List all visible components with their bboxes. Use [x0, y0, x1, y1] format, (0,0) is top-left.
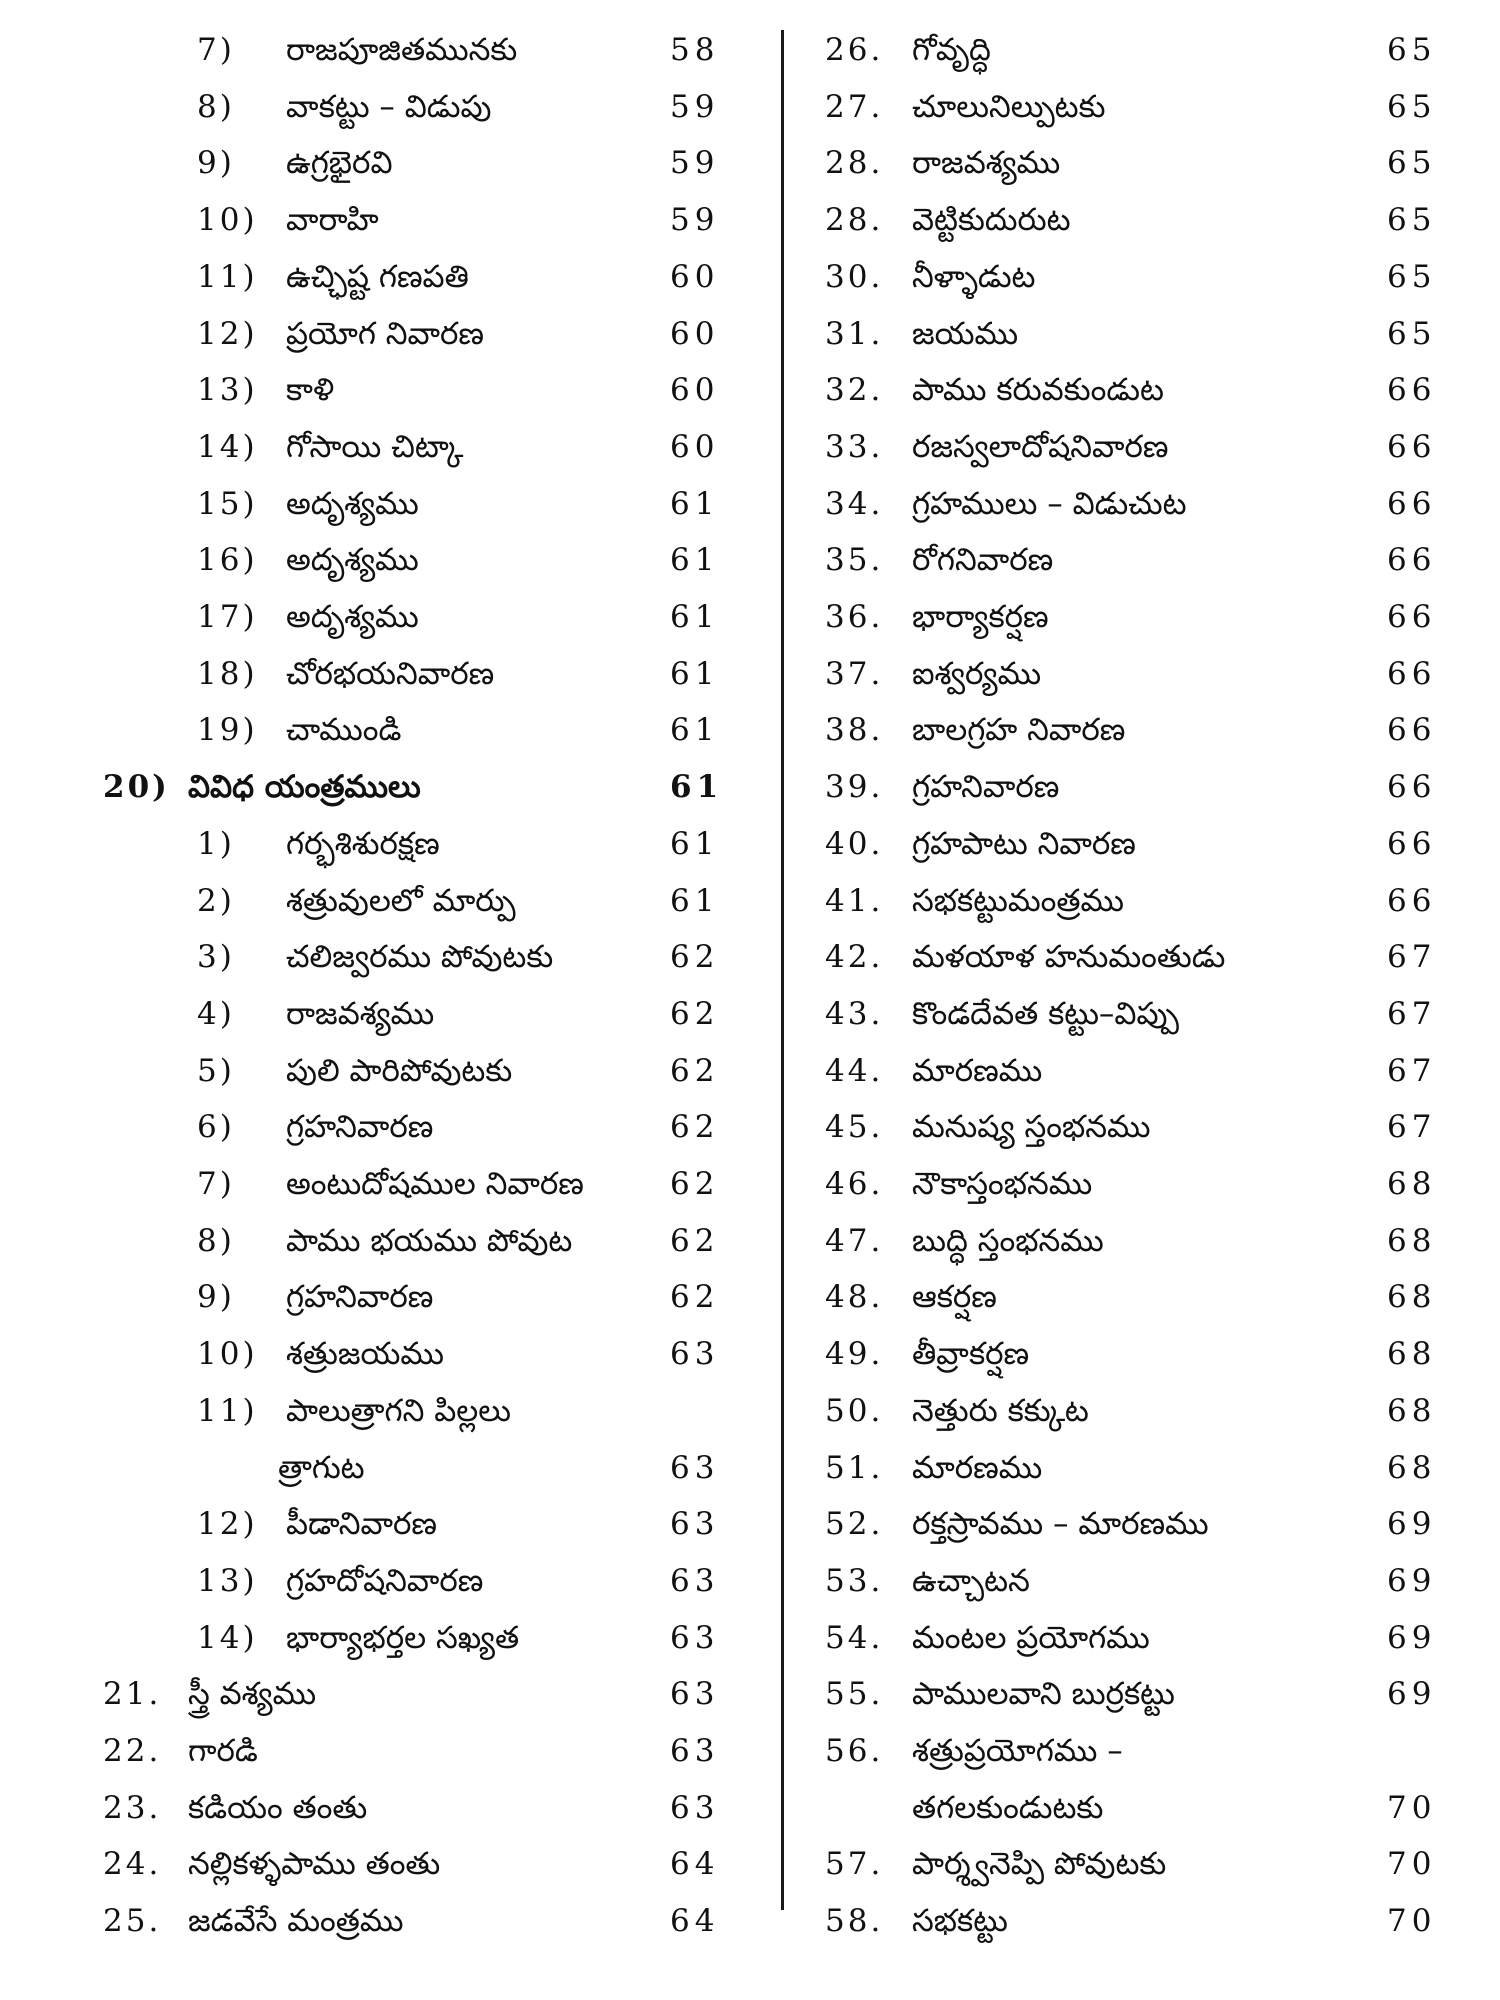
toc-entry-number: 48.	[825, 1279, 884, 1316]
toc-entry-number: 19)	[197, 712, 258, 749]
toc-entry-page: 61	[670, 542, 720, 579]
toc-entry-number: 38.	[825, 712, 884, 749]
toc-entry-number: 20)	[103, 769, 170, 806]
toc-entry	[790, 1780, 1500, 1836]
toc-entry-number: 8)	[197, 1222, 235, 1259]
toc-entry	[0, 306, 780, 362]
toc-entry-number: 30.	[825, 258, 884, 295]
toc-entry	[0, 79, 780, 135]
toc-entry	[0, 1666, 780, 1722]
toc-entry	[0, 702, 780, 758]
toc-entry-title: పాములవాని బుర్రకట్టు	[912, 1676, 1175, 1713]
toc-entry-number: 46.	[825, 1166, 884, 1202]
toc-entry-page: 62	[670, 1279, 720, 1316]
toc-entry	[790, 873, 1500, 929]
toc-entry-page: 63	[670, 1619, 720, 1656]
toc-entry-page: 70	[1387, 1789, 1437, 1826]
toc-entry-title: పాము భయము పోవుట	[286, 1222, 573, 1259]
toc-entry-page: 59	[670, 145, 720, 182]
toc-entry-page: 66	[1387, 372, 1437, 409]
toc-entry-page: 67	[1387, 1052, 1437, 1089]
toc-entry	[790, 759, 1500, 815]
toc-entry-title: గ్రహనివారణ	[912, 769, 1060, 806]
toc-entry-number: 32.	[825, 372, 884, 409]
toc-entry-page: 66	[1387, 712, 1437, 749]
toc-entry-title: ఉచ్ఛిష్ట గణపతి	[286, 258, 469, 295]
toc-entry-title: జయము	[912, 315, 1019, 352]
toc-entry-title: రోగనివారణ	[912, 542, 1054, 579]
toc-entry-page: 61	[670, 485, 720, 522]
toc-entry-title: జడవేసే మంత్రము	[188, 1903, 404, 1940]
toc-entry-title: చూలునిల్పుటకు	[912, 88, 1106, 125]
toc-entry-number: 56.	[825, 1733, 884, 1769]
toc-entry-number: 23.	[103, 1789, 162, 1826]
toc-entry	[790, 192, 1500, 248]
toc-entry-number: 27.	[825, 88, 884, 125]
toc-entry-number: 26.	[825, 32, 884, 68]
toc-entry-title: రజస్వలాదోషనివారణ	[912, 428, 1169, 465]
toc-entry-number: 34.	[825, 485, 884, 522]
toc-entry	[0, 192, 780, 248]
toc-entry	[790, 362, 1500, 418]
toc-entry-title: అంటుదోషముల నివారణ	[286, 1166, 584, 1202]
toc-entry	[0, 1099, 780, 1155]
toc-entry-title: బుద్ధి స్తంభనము	[912, 1222, 1104, 1259]
toc-entry-title: ప్రయోగ నివారణ	[286, 315, 485, 352]
toc-entry	[790, 1496, 1500, 1552]
toc-entry-title: వెట్టికుదురుట	[912, 202, 1071, 239]
toc-entry-title: గోసాయి చిట్కా	[286, 428, 464, 465]
toc-entry-number: 45.	[825, 1109, 884, 1146]
toc-entry-number: 10)	[197, 1336, 258, 1373]
toc-entry-number: 36.	[825, 599, 884, 635]
toc-entry-number: 54.	[825, 1619, 884, 1656]
toc-entry-title: మంటల ప్రయోగము	[912, 1619, 1150, 1656]
toc-entry	[790, 1043, 1500, 1099]
toc-entry	[0, 589, 780, 645]
toc-entry	[790, 79, 1500, 135]
toc-entry-page: 63	[670, 1562, 720, 1599]
toc-entry-page: 62	[670, 995, 720, 1032]
toc-entry-title: తీవ్రాకర్షణ	[912, 1336, 1030, 1373]
toc-entry	[0, 1383, 780, 1439]
toc-entry-page: 70	[1387, 1846, 1437, 1883]
toc-entry-page: 58	[670, 32, 720, 68]
toc-entry-page: 60	[670, 258, 720, 295]
toc-entry-title: కడియం తంతు	[188, 1789, 368, 1826]
toc-entry-title: చలిజ్వరము పోవుటకు	[286, 939, 554, 976]
toc-entry-number: 22.	[103, 1733, 162, 1769]
toc-entry-page: 63	[670, 1733, 720, 1769]
toc-entry-title: గోవృద్ధి	[912, 32, 991, 68]
toc-entry-title: నెత్తురు కక్కుట	[912, 1392, 1089, 1429]
toc-entry-title: మనుష్య స్తంభనము	[912, 1109, 1151, 1146]
toc-entry-title: నల్లికళ్ళపాము తంతు	[188, 1846, 441, 1883]
toc-entry-title: కాళి	[286, 372, 335, 409]
toc-entry-page: 61	[670, 769, 724, 806]
toc-entry-number: 10)	[197, 202, 258, 239]
toc-entry	[0, 986, 780, 1042]
toc-entry-title: భార్యాకర్షణ	[912, 599, 1049, 635]
toc-entry-title: రాజవశ్యము	[286, 995, 435, 1032]
toc-entry-page: 66	[1387, 882, 1437, 919]
toc-entry	[790, 1269, 1500, 1325]
toc-entry	[0, 1780, 780, 1836]
toc-entry-number: 12)	[197, 315, 258, 352]
toc-entry	[0, 22, 780, 78]
toc-entry-number: 37.	[825, 655, 884, 692]
toc-entry-number: 33.	[825, 428, 884, 465]
toc-entry	[790, 646, 1500, 702]
toc-entry	[790, 1836, 1500, 1892]
toc-entry-page: 66	[1387, 485, 1437, 522]
toc-entry-number: 16)	[197, 542, 258, 579]
toc-entry-number: 11)	[197, 258, 258, 295]
toc-entry	[790, 589, 1500, 645]
toc-entry	[0, 476, 780, 532]
toc-entry-title: సభకట్టు	[912, 1903, 1008, 1940]
toc-entry	[790, 1723, 1500, 1779]
toc-entry-page: 60	[670, 315, 720, 352]
toc-entry	[0, 759, 780, 815]
toc-entry-title: పులి పారిపోవుటకు	[286, 1052, 513, 1089]
toc-entry	[0, 1723, 780, 1779]
toc-entry-number: 13)	[197, 372, 258, 409]
toc-entry-title: శత్రుజయము	[286, 1336, 444, 1373]
toc-entry	[790, 532, 1500, 588]
toc-entry	[0, 532, 780, 588]
toc-entry-page: 68	[1387, 1449, 1437, 1486]
toc-entry-number: 14)	[197, 1619, 258, 1656]
toc-entry-title: ఉచ్చాటన	[912, 1562, 1030, 1599]
toc-entry	[0, 1156, 780, 1212]
toc-entry	[0, 135, 780, 191]
toc-entry	[790, 816, 1500, 872]
toc-entry-number: 53.	[825, 1562, 884, 1599]
toc-entry-title: గ్రహనివారణ	[286, 1109, 434, 1146]
toc-entry-page: 63	[670, 1506, 720, 1543]
toc-entry-number: 11)	[197, 1392, 258, 1429]
toc-entry-title: ఆకర్షణ	[912, 1279, 997, 1316]
toc-entry	[790, 22, 1500, 78]
toc-entry-page: 69	[1387, 1676, 1437, 1713]
toc-entry-title: కొండదేవత కట్టు–విప్పు	[912, 995, 1179, 1032]
toc-entry-title: గ్రహపాటు నివారణ	[912, 825, 1136, 862]
toc-entry-page: 65	[1387, 202, 1437, 239]
toc-entry-title: ఉగ్రభైరవి	[286, 145, 393, 182]
toc-entry-page: 63	[670, 1336, 720, 1373]
toc-entry-number: 5)	[197, 1052, 235, 1089]
toc-entry-page: 61	[670, 882, 720, 919]
toc-entry-page: 67	[1387, 939, 1437, 976]
toc-entry-page: 66	[1387, 542, 1437, 579]
toc-entry-page: 60	[670, 428, 720, 465]
toc-entry-number: 49.	[825, 1336, 884, 1373]
toc-entry-title: పార్శ్వనెప్పి పోవుటకు	[912, 1846, 1167, 1883]
toc-entry-number: 9)	[197, 1279, 235, 1316]
toc-entry-page: 66	[1387, 769, 1437, 806]
toc-entry-number: 18)	[197, 655, 258, 692]
toc-entry-title: నీళ్ళాడుట	[912, 258, 1036, 295]
toc-entry-number: 51.	[825, 1449, 884, 1486]
toc-entry	[0, 1269, 780, 1325]
toc-entry-page: 61	[670, 825, 720, 862]
toc-entry	[0, 1610, 780, 1666]
toc-entry	[790, 1553, 1500, 1609]
toc-entry-number: 24.	[103, 1846, 162, 1883]
toc-entry-page: 59	[670, 88, 720, 125]
toc-entry-page: 63	[670, 1676, 720, 1713]
toc-entry-title: వారాహి	[286, 202, 379, 239]
toc-entry-number: 47.	[825, 1222, 884, 1259]
toc-entry	[0, 1213, 780, 1269]
toc-entry-title: పీడానివారణ	[286, 1506, 437, 1543]
toc-entry-page: 67	[1387, 995, 1437, 1032]
toc-entry-title: చోరభయనివారణ	[286, 655, 495, 692]
toc-entry-title: భార్యాభర్తల సఖ్యత	[286, 1619, 520, 1656]
toc-entry	[790, 1156, 1500, 1212]
toc-entry	[0, 1440, 780, 1496]
toc-entry-number: 28.	[825, 202, 884, 239]
toc-entry-page: 65	[1387, 32, 1437, 68]
toc-entry-title: ఐశ్వర్యము	[912, 655, 1042, 692]
toc-entry	[790, 306, 1500, 362]
toc-entry-title: గ్రహములు – విడుచుట	[912, 485, 1187, 522]
toc-entry-title: పాలుత్రాగని పిల్లలు	[286, 1392, 511, 1429]
toc-entry-title: సభకట్టుమంత్రము	[912, 882, 1125, 919]
toc-entry	[790, 1383, 1500, 1439]
toc-entry-page: 62	[670, 1166, 720, 1202]
toc-entry-title: శత్రుప్రయోగము –	[912, 1733, 1123, 1769]
toc-entry-page: 61	[670, 712, 720, 749]
toc-entry-page: 68	[1387, 1166, 1437, 1202]
toc-entry-number: 7)	[197, 1166, 235, 1202]
toc-entry-number: 42.	[825, 939, 884, 976]
toc-entry-number: 28.	[825, 145, 884, 182]
toc-entry	[790, 1440, 1500, 1496]
toc-entry-page: 66	[1387, 428, 1437, 465]
toc-entry-title: మారణము	[912, 1449, 1043, 1486]
toc-entry-number: 1)	[197, 825, 235, 862]
toc-entry	[0, 873, 780, 929]
toc-entry-number: 3)	[197, 939, 235, 976]
toc-entry	[790, 702, 1500, 758]
toc-entry-number: 13)	[197, 1562, 258, 1599]
toc-entry-number: 39.	[825, 769, 884, 806]
toc-entry-title: వివిధ యంత్రములు	[188, 769, 421, 806]
toc-entry-page: 68	[1387, 1336, 1437, 1373]
toc-entry	[790, 1893, 1500, 1949]
toc-entry	[0, 1553, 780, 1609]
toc-entry	[0, 419, 780, 475]
toc-entry-number: 55.	[825, 1676, 884, 1713]
toc-entry-number: 50.	[825, 1392, 884, 1429]
toc-entry-title: రాజవశ్యము	[912, 145, 1061, 182]
toc-entry	[0, 1836, 780, 1892]
toc-entry-title: పాము కరువకుండుట	[912, 372, 1164, 409]
toc-entry-page: 65	[1387, 315, 1437, 352]
toc-entry	[0, 1893, 780, 1949]
toc-entry-page: 62	[670, 1222, 720, 1259]
toc-entry-number: 43.	[825, 995, 884, 1032]
toc-entry	[0, 816, 780, 872]
toc-entry-page: 68	[1387, 1222, 1437, 1259]
toc-entry-title: తగలకుండుటకు	[912, 1789, 1104, 1826]
toc-entry	[0, 1326, 780, 1382]
toc-entry-title: రక్తస్రావము – మారణము	[912, 1506, 1209, 1543]
toc-entry-title: అదృశ్యము	[286, 599, 419, 635]
column-divider	[781, 30, 784, 1910]
toc-entry-number: 44.	[825, 1052, 884, 1089]
toc-entry-page: 65	[1387, 258, 1437, 295]
toc-entry-number: 7)	[197, 32, 235, 68]
toc-entry	[0, 929, 780, 985]
toc-entry-number: 35.	[825, 542, 884, 579]
toc-entry-page: 70	[1387, 1903, 1437, 1940]
toc-entry-number: 12)	[197, 1506, 258, 1543]
toc-entry-title: గ్రహదోషనివారణ	[286, 1562, 484, 1599]
toc-entry-page: 65	[1387, 88, 1437, 125]
toc-entry-title: రాజపూజితమునకు	[286, 32, 518, 68]
toc-entry-page: 69	[1387, 1619, 1437, 1656]
toc-entry-number: 4)	[197, 995, 235, 1032]
toc-entry-page: 69	[1387, 1506, 1437, 1543]
toc-entry-page: 62	[670, 939, 720, 976]
toc-entry-page: 62	[670, 1109, 720, 1146]
toc-entry-title: శత్రువులలో మార్పు	[286, 882, 516, 919]
toc-entry	[790, 249, 1500, 305]
toc-entry-page: 60	[670, 372, 720, 409]
toc-entry-number: 40.	[825, 825, 884, 862]
toc-entry	[790, 1099, 1500, 1155]
toc-entry-page: 68	[1387, 1279, 1437, 1316]
toc-entry	[0, 646, 780, 702]
toc-entry-title: గర్భశిశురక్షణ	[286, 825, 440, 862]
toc-entry-page: 61	[670, 599, 720, 635]
toc-entry-number: 2)	[197, 882, 235, 919]
toc-entry-number: 31.	[825, 315, 884, 352]
toc-entry-page: 63	[670, 1789, 720, 1826]
toc-entry	[790, 476, 1500, 532]
toc-entry-page: 62	[670, 1052, 720, 1089]
toc-entry-title: చాముండి	[286, 712, 402, 749]
toc-entry-number: 25.	[103, 1903, 162, 1940]
toc-entry-number: 15)	[197, 485, 258, 522]
toc-entry-page: 64	[670, 1903, 720, 1940]
toc-entry-number: 52.	[825, 1506, 884, 1543]
toc-entry	[0, 362, 780, 418]
toc-entry-number: 21.	[103, 1676, 162, 1713]
toc-entry-number: 17)	[197, 599, 258, 635]
toc-entry-page: 65	[1387, 145, 1437, 182]
toc-entry-title: స్త్రీ వశ్యము	[188, 1676, 317, 1713]
toc-entry	[790, 929, 1500, 985]
toc-entry	[0, 249, 780, 305]
toc-entry-number: 9)	[197, 145, 235, 182]
toc-entry-title: మారణము	[912, 1052, 1043, 1089]
toc-entry-page: 61	[670, 655, 720, 692]
toc-entry-title: వాకట్టు – విడుపు	[286, 88, 492, 125]
toc-entry-page: 64	[670, 1846, 720, 1883]
toc-entry	[790, 1326, 1500, 1382]
toc-entry	[790, 1666, 1500, 1722]
toc-entry	[790, 1610, 1500, 1666]
toc-entry	[0, 1043, 780, 1099]
toc-entry-title: అదృశ్యము	[286, 485, 419, 522]
toc-entry-title: మళయాళ హనుమంతుడు	[912, 939, 1226, 976]
toc-entry-number: 6)	[197, 1109, 235, 1146]
toc-entry-title: త్రాగుట	[278, 1449, 365, 1486]
toc-entry	[790, 986, 1500, 1042]
toc-entry-page: 67	[1387, 1109, 1437, 1146]
toc-entry-title: గారడి	[188, 1733, 258, 1769]
toc-entry-number: 41.	[825, 882, 884, 919]
toc-entry-number: 8)	[197, 88, 235, 125]
toc-entry-title: నౌకాస్తంభనము	[912, 1166, 1093, 1202]
toc-entry-page: 66	[1387, 599, 1437, 635]
toc-entry-number: 57.	[825, 1846, 884, 1883]
toc-entry	[0, 1496, 780, 1552]
toc-entry	[790, 135, 1500, 191]
toc-entry-page: 68	[1387, 1392, 1437, 1429]
toc-entry-page: 69	[1387, 1562, 1437, 1599]
toc-entry-title: బాలగ్రహ నివారణ	[912, 712, 1126, 749]
toc-entry-number: 14)	[197, 428, 258, 465]
toc-entry-page: 59	[670, 202, 720, 239]
toc-entry-page: 66	[1387, 825, 1437, 862]
toc-entry-title: గ్రహనివారణ	[286, 1279, 434, 1316]
toc-entry-page: 63	[670, 1449, 720, 1486]
toc-entry-page: 66	[1387, 655, 1437, 692]
toc-entry	[790, 419, 1500, 475]
toc-entry	[790, 1213, 1500, 1269]
toc-entry-title: అదృశ్యము	[286, 542, 419, 579]
toc-entry-number: 58.	[825, 1903, 884, 1940]
